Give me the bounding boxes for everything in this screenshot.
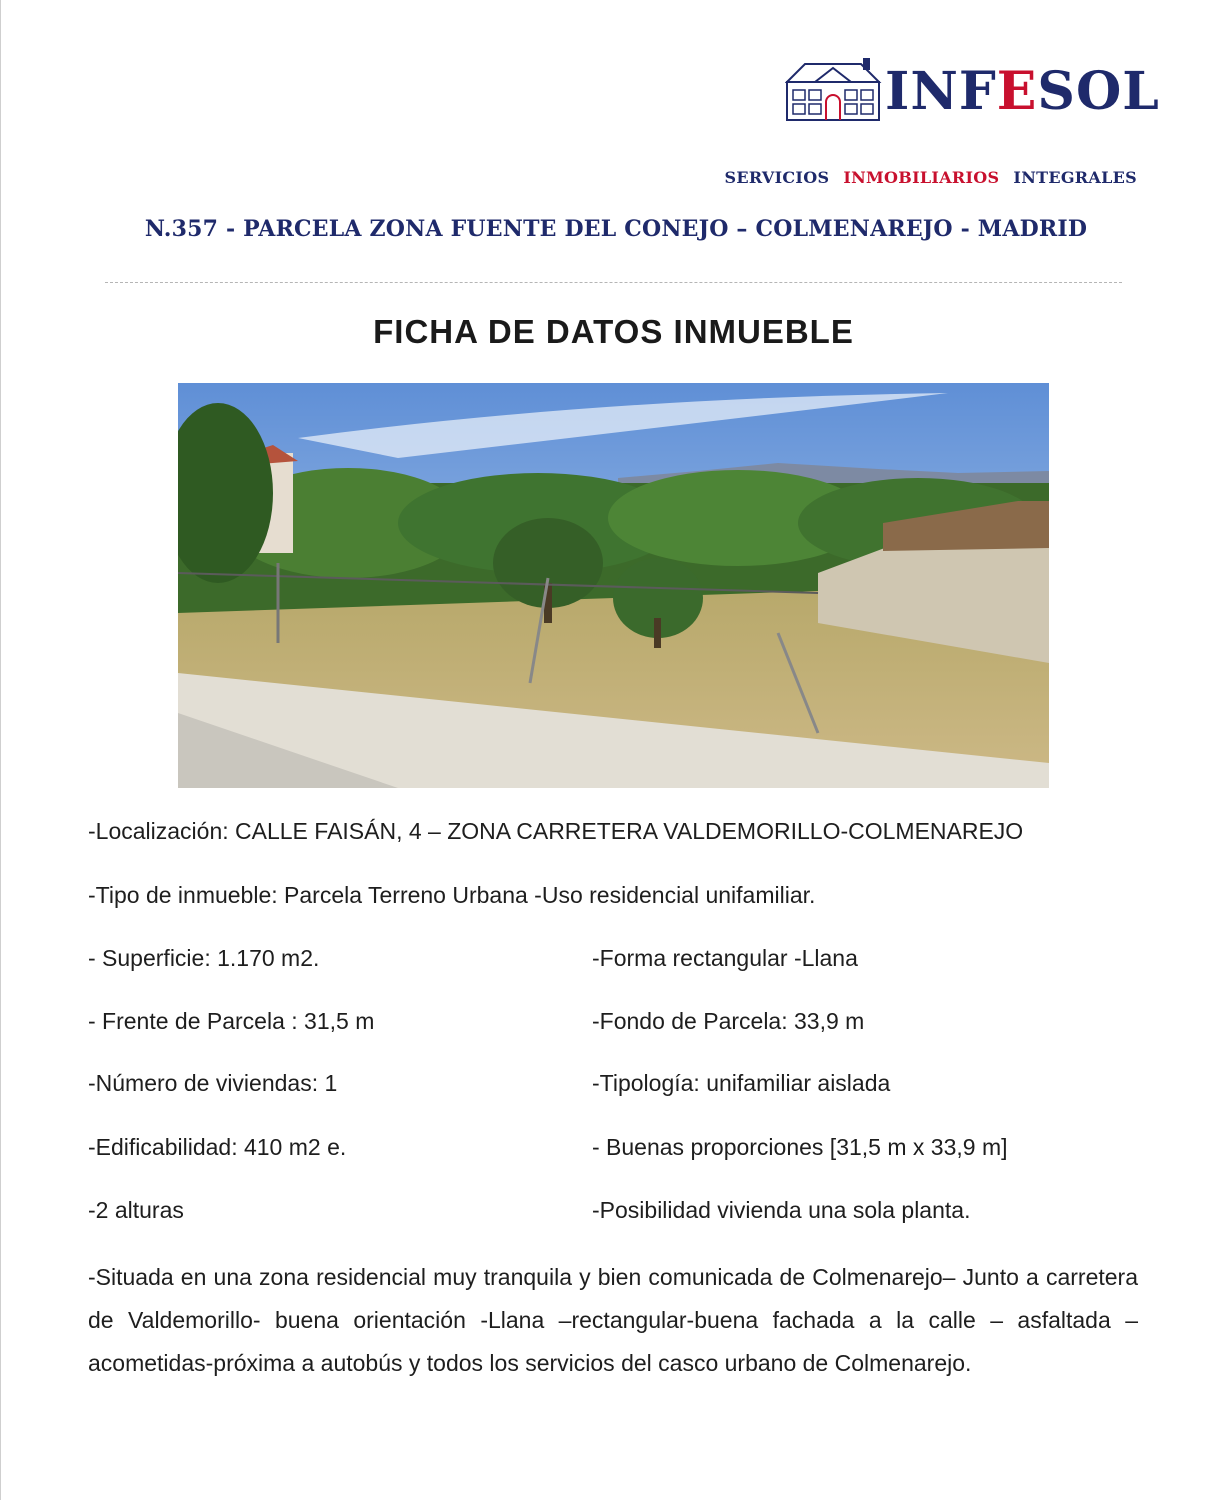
detail-alturas: -2 alturas bbox=[88, 1197, 184, 1223]
detail-description: -Situada en una zona residencial muy tranquila y bien comunicada de Colmenarejo– Junto a carretera de Valdemorillo- buena orientación -Llana –rectangular-buena fachada a la calle – asfaltada – acometidas-próxima a autobús y todos los servicios del casco urbano de Colmenarejo. bbox=[88, 1264, 1138, 1376]
detail-row bbox=[88, 1070, 1138, 1097]
detail-fondo: -Fondo de Parcela: 33,9 m bbox=[592, 1008, 865, 1034]
detail-planta: -Posibilidad vivienda una sola planta. bbox=[592, 1197, 971, 1223]
detail-row bbox=[88, 1197, 1138, 1224]
detail-row bbox=[88, 1008, 1138, 1035]
brand-tagline bbox=[711, 168, 1137, 187]
detail-viviendas: -Número de viviendas: 1 bbox=[88, 1070, 338, 1096]
detail-superficie: - Superficie: 1.170 m2. bbox=[88, 945, 320, 971]
detail-proporciones: - Buenas proporciones [31,5 m x 33,9 m] bbox=[592, 1134, 1008, 1160]
tagline-word: INTEGRALES bbox=[1013, 168, 1137, 187]
tagline-word: INMOBILIARIOS bbox=[843, 168, 1000, 187]
detail-forma: -Forma rectangular -Llana bbox=[592, 945, 858, 971]
brand-logo bbox=[785, 58, 1160, 128]
brand-name: INFESOL bbox=[885, 61, 1160, 122]
detail-row bbox=[88, 945, 1138, 972]
detail-localizacion: -Localización: CALLE FAISÁN, 4 – ZONA CARRETERA VALDEMORILLO-COLMENAREJO bbox=[88, 818, 1024, 844]
house-logo-icon bbox=[785, 58, 883, 122]
document-title: N.357 - PARCELA ZONA FUENTE DEL CONEJO – COLMENAREJO - MADRID bbox=[144, 216, 1088, 242]
detail-row bbox=[88, 1134, 1138, 1161]
section-heading: FICHA DE DATOS INMUEBLE bbox=[373, 313, 854, 350]
detail-tipologia: -Tipología: unifamiliar aislada bbox=[592, 1070, 891, 1096]
detail-frente: - Frente de Parcela : 31,5 m bbox=[88, 1008, 375, 1034]
tagline-word: SERVICIOS bbox=[724, 168, 830, 187]
divider bbox=[105, 282, 1122, 283]
detail-edificabilidad: -Edificabilidad: 410 m2 e. bbox=[88, 1134, 347, 1160]
property-photo bbox=[178, 383, 1049, 788]
detail-tipo: -Tipo de inmueble: Parcela Terreno Urbana -Uso residencial unifamiliar. bbox=[88, 882, 816, 908]
